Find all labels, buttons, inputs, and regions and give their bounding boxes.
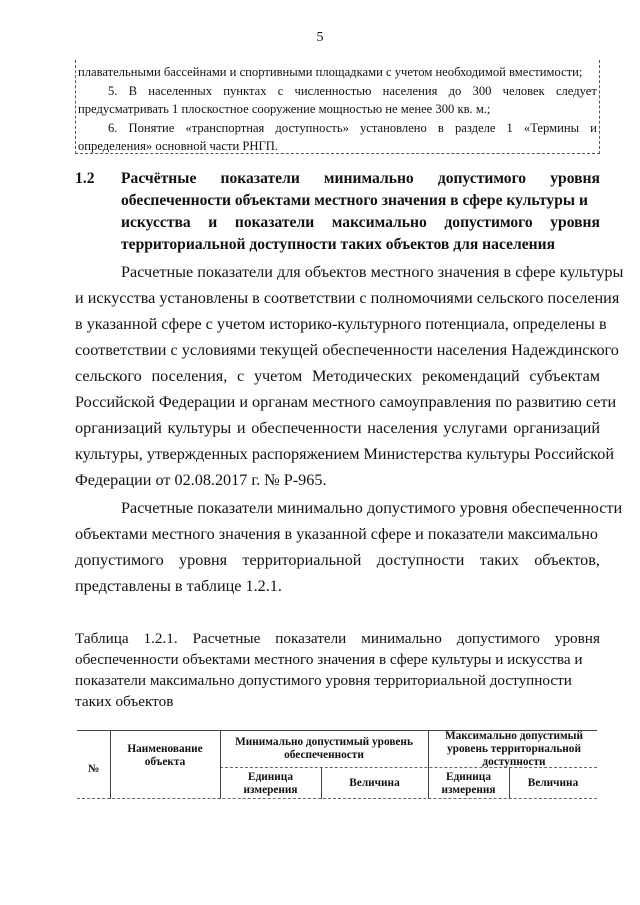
note-6-line: 6. Понятие «транспортная доступность» установлено в разделе 1 «Термины и bbox=[108, 121, 597, 135]
text-line: в указанной сфере с учетом историко-культурного потенциала, определены в bbox=[75, 315, 607, 333]
caption-line: обеспеченности объектами местного значения в сфере культуры и искусства и bbox=[75, 651, 583, 668]
unit-header: Единица измерения bbox=[441, 770, 496, 796]
text-line: и искусства установлены в соответствии с полномочиями сельского поселения bbox=[75, 289, 620, 307]
max-access-header: Максимально допустимый уровень территориальной доступности bbox=[445, 729, 583, 768]
text-line: Федерации от 02.08.2017 г. № Р-965. bbox=[75, 471, 327, 489]
text-line: культуры, утвержденных распоряжением Министерства культуры Российской bbox=[75, 445, 614, 463]
heading-line: 1.2 Расчётные показатели минимально допустимого уровня bbox=[75, 168, 600, 190]
caption-line: таких объектов bbox=[75, 693, 174, 710]
heading-line: обеспеченности объектами местного значения в сфере культуры и bbox=[121, 192, 588, 209]
unit-header: Единица измерения bbox=[243, 770, 298, 796]
text-line: соответствии с условиями текущей обеспеченности населения Надеждинского bbox=[75, 341, 619, 359]
note-5-line: предусматривать 1 плоскостное сооружение мощностью не менее 300 кв. м.; bbox=[78, 102, 491, 116]
note-5-line: 5. В населенных пунктах с численностью населения до 300 человек следует bbox=[108, 84, 597, 98]
text-line: допустимого уровня территориальной доступности таких объектов, bbox=[75, 551, 600, 569]
column-name-header: Наименование объекта bbox=[127, 743, 203, 768]
text-line: сельского поселения, с учетом Методических рекомендаций субъектам bbox=[75, 367, 600, 385]
page-number: 5 bbox=[316, 30, 324, 45]
value-header: Величина bbox=[527, 777, 579, 789]
table-border bbox=[110, 730, 111, 799]
column-number-header: № bbox=[87, 762, 100, 775]
section-number: 1.2 bbox=[75, 170, 95, 187]
text-line: Расчетные показатели минимально допустимого уровня обеспеченности bbox=[121, 499, 623, 517]
text-line: Расчетные показатели для объектов местного значения в сфере культуры bbox=[121, 263, 624, 281]
table-header bbox=[77, 730, 597, 799]
table-border bbox=[77, 798, 597, 799]
caption-line: Таблица 1.2.1. Расчетные показатели минимально допустимого уровня bbox=[75, 630, 600, 647]
text-line: Российской Федерации и органам местного самоуправления по развитию сети bbox=[75, 393, 617, 411]
min-level-header: Минимально допустимый уровень обеспеченности bbox=[235, 736, 413, 761]
text-line: объектами местного значения в указанной сфере и показатели максимально bbox=[75, 525, 598, 543]
value-header: Величина bbox=[349, 777, 400, 789]
note-line: плавательными бассейнами и спортивными площадками с учетом необходимой вместимости; bbox=[78, 65, 583, 79]
text-line: организаций культуры и обеспеченности населения услугами организаций bbox=[75, 419, 600, 437]
heading-line: территориальной доступности таких объектов для населения bbox=[121, 236, 556, 253]
caption-line: показатели максимально допустимого уровня территориальной доступности bbox=[75, 672, 572, 689]
heading-line: искусства и показатели максимально допустимого уровня bbox=[121, 214, 600, 231]
table-notes bbox=[75, 60, 600, 154]
text-line: представлены в таблице 1.2.1. bbox=[75, 577, 282, 595]
note-6-line: определения» основной части РНГП. bbox=[78, 139, 278, 153]
